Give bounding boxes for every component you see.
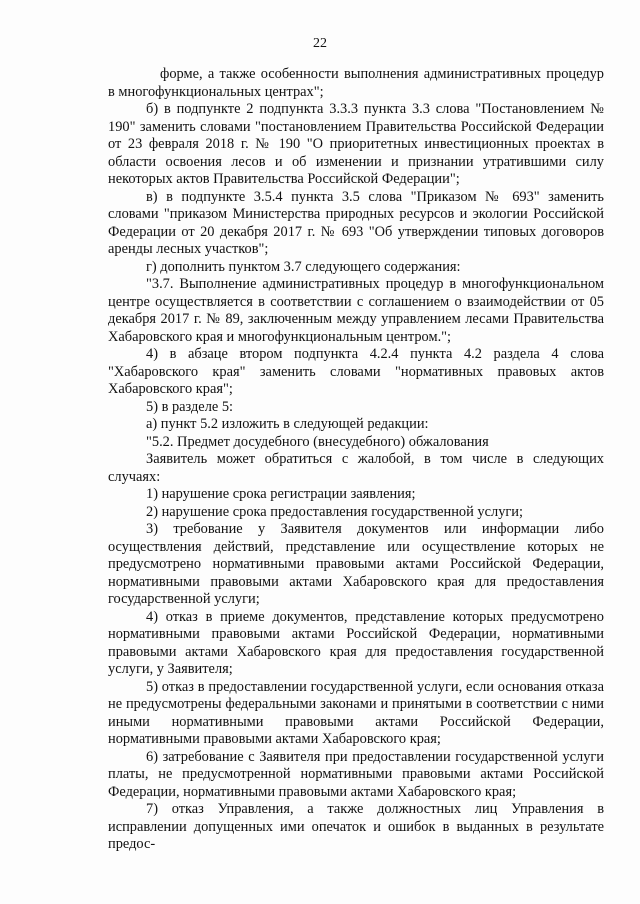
- page-number: 22: [313, 36, 327, 51]
- paragraph: "3.7. Выполнение административных процедур в многофункциональном центре осуществляется в соответствии с соглашением о взаимодействии от 05 декабря 2017 г. № 89, заключенным между управлением лесами Правительства Хабаровского края и многофункциональным центром.";: [108, 276, 604, 345]
- document-body: [108, 66, 604, 854]
- paragraph: г) дополнить пунктом 3.7 следующего содержания:: [146, 258, 461, 275]
- list-item: 6) затребование с Заявителя при предоставлении государственной услуги платы, не предусмотренной нормативными правовыми актами Российской Федерации, нормативными правовыми актами Хабаровского края;: [108, 748, 604, 800]
- paragraph: форме, а также особенности выполнения административных процедур в многофункциональных центрах";: [108, 66, 604, 100]
- paragraph: Заявитель может обратиться с жалобой, в том числе в следующих случаях:: [108, 451, 604, 485]
- paragraph: "5.2. Предмет досудебного (внесудебного) обжалования: [146, 433, 489, 450]
- list-item: 3) требование у Заявителя документов или информации либо осуществления действий, представление или осуществление которых не предусмотрено нормативными правовыми актами Российской Федерации, нормативными правовыми актами Хабаровского края для предоставления государственной услуги;: [108, 521, 604, 607]
- list-item: 7) отказ Управления, а также должностных лиц Управления в исправлении допущенных ими опечаток и ошибок в выданных в результате предос-: [108, 801, 604, 852]
- list-item: 1) нарушение срока регистрации заявления;: [146, 486, 416, 502]
- paragraph: б) в подпункте 2 подпункта 3.3.3 пункта 3.3 слова "Постановлением № 190" заменить словами "постановлением Правительства Российской Федерации от 23 февраля 2018 г. № 190 "О приоритетных инвестиционных проектах в области освоения лесов и об изменении и признании утратившими силу некоторых актов Правительства Российской Федерации";: [108, 101, 604, 187]
- paragraph: в) в подпункте 3.5.4 пункта 3.5 слова "Приказом № 693" заменить словами "приказом Министерства природных ресурсов и экологии Российской Федерации от 20 декабря 2017 г. № 693 "Об утверждении типовых договоров аренды лесных участков";: [108, 188, 604, 257]
- list-item: 4) отказ в приеме документов, представление которых предусмотрено нормативными правовыми актами Российской Федерации, нормативными правовыми актами Хабаровского края для предоставления государственной услуги, у Заявителя;: [108, 608, 604, 677]
- paragraph: а) пункт 5.2 изложить в следующей редакции:: [146, 416, 429, 432]
- paragraph: 5) в разделе 5:: [146, 398, 234, 415]
- paragraph: 4) в абзаце втором подпункта 4.2.4 пункта 4.2 раздела 4 слова "Хабаровского края" заменить словами "нормативных правовых актов Хабаровского края";: [108, 346, 604, 397]
- list-item: 5) отказ в предоставлении государственной услуги, если основания отказа не предусмотрены федеральными законами и принятыми в соответствии с ними иными нормативными правовыми актами Российской Федерации, нормативными правовыми актами Хабаровского края;: [108, 678, 604, 747]
- list-item: 2) нарушение срока предоставления государственной услуги;: [146, 503, 523, 520]
